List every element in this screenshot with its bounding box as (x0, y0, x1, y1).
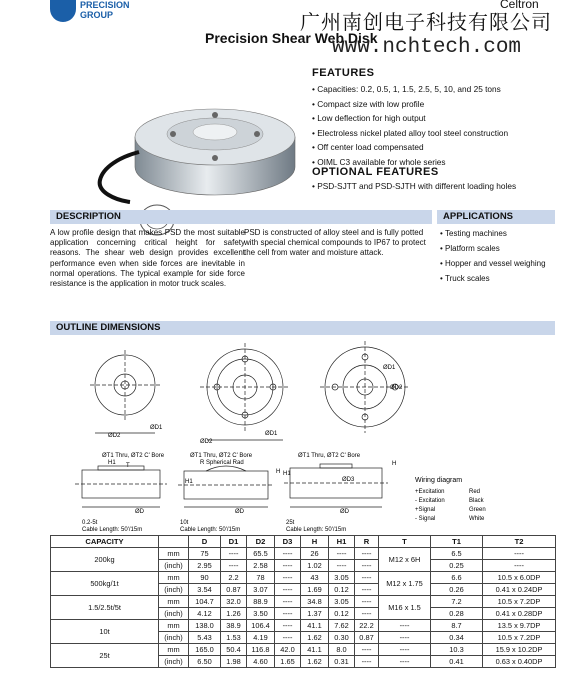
value-cell-r: ---- (355, 596, 379, 608)
feature-item: • Capacities: 0.2, 0.5, 1, 1.5, 2.5, 5, 10, and 25 tons (312, 82, 567, 97)
header-d3: D3 (275, 536, 301, 548)
header-h: H (301, 536, 329, 548)
label-t: T (126, 463, 130, 469)
value-cell-h1: 8.0 (329, 644, 355, 656)
value-cell-r: ---- (355, 644, 379, 656)
value-cell-t2: 15.9 x 10.2DP (483, 644, 556, 656)
chinese-company-name: 广州南创电子科技有限公司 (300, 10, 552, 34)
unit-cell: (inch) (159, 584, 189, 596)
application-item: • Hopper and vessel weighing (440, 259, 555, 269)
value-cell-d1: 1.26 (221, 608, 247, 620)
capacity-cell: 25t (51, 644, 159, 668)
label-t1-bore-2: ØT1 Thru, ØT2 C' Bore (190, 453, 253, 459)
label-d-small: ØD (135, 509, 144, 515)
value-cell-d2: 4.60 (247, 656, 275, 668)
value-cell-d3: 42.0 (275, 644, 301, 656)
value-cell-d3: ---- (275, 548, 301, 560)
unit-cell: mm (159, 572, 189, 584)
label-h1-small: H1 (108, 460, 116, 466)
top-view-small (90, 350, 160, 433)
value-cell-d3: ---- (275, 584, 301, 596)
brand-name: Celtron (500, 0, 539, 11)
value-cell-t2: 10.5 x 7.2DP (483, 632, 556, 644)
value-cell-r: ---- (355, 560, 379, 572)
wiring-color-3: Green (469, 507, 486, 513)
value-cell-h: 43 (301, 572, 329, 584)
unit-cell: mm (159, 644, 189, 656)
value-cell-d: 6.50 (189, 656, 221, 668)
header-d: D (189, 536, 221, 548)
description-heading: DESCRIPTION (50, 210, 432, 224)
value-cell-d1: 0.87 (221, 584, 247, 596)
label-cap-10: 10t (180, 520, 189, 526)
value-cell-d: 3.54 (189, 584, 221, 596)
value-cell-d1: 1.98 (221, 656, 247, 668)
header-t2: T2 (483, 536, 556, 548)
value-cell-d2: 65.5 (247, 548, 275, 560)
value-cell-t: M16 x 1.5 (379, 596, 431, 620)
label-h-medium: H (276, 469, 281, 475)
value-cell-t2: 0.41 x 0.28DP (483, 608, 556, 620)
capacity-cell: 10t (51, 620, 159, 644)
value-cell-h1: 0.12 (329, 584, 355, 596)
value-cell-t1: 6.5 (431, 548, 483, 560)
value-cell-h: 26 (301, 548, 329, 560)
value-cell-r: ---- (355, 608, 379, 620)
value-cell-d1: 2.2 (221, 572, 247, 584)
label-r-rad: R Spherical Rad (200, 460, 244, 466)
value-cell-t1: 0.26 (431, 584, 483, 596)
capacity-cell: 200kg (51, 548, 159, 572)
table-row (51, 596, 556, 608)
value-cell-t2: 0.41 x 0.24DP (483, 584, 556, 596)
label-t1-bore-1: ØT1 Thru, ØT2 C' Bore (102, 453, 165, 459)
value-cell-h: 41.1 (301, 644, 329, 656)
value-cell-d1: ---- (221, 560, 247, 572)
company-logo-icon (50, 0, 76, 22)
value-cell-t2: ---- (483, 560, 556, 572)
value-cell-r: 0.87 (355, 632, 379, 644)
label-d-large: ØD (340, 509, 349, 515)
optional-features-list (312, 181, 572, 191)
value-cell-h1: 0.30 (329, 632, 355, 644)
value-cell-r: ---- (355, 584, 379, 596)
description-paragraph-2: PSD is constructed of alloy steel and is fully potted with special chemical compounds to IP67 to protect the cell from water and moisture attack. (244, 228, 426, 258)
unit-cell: mm (159, 548, 189, 560)
wiring-color-2: Black (469, 498, 484, 504)
header-d1: D1 (221, 536, 247, 548)
feature-item: • Electroless nickel plated alloy tool steel construction (312, 126, 567, 141)
value-cell-d2: 88.9 (247, 596, 275, 608)
value-cell-t2: 0.63 x 0.40DP (483, 656, 556, 668)
value-cell-d2: 3.07 (247, 584, 275, 596)
value-cell-h: 1.02 (301, 560, 329, 572)
feature-item: • Compact size with low profile (312, 97, 567, 112)
value-cell-r: 22.2 (355, 620, 379, 632)
value-cell-t1: 10.3 (431, 644, 483, 656)
value-cell-d: 2.95 (189, 560, 221, 572)
table-row (51, 548, 556, 560)
label-cable-10: Cable Length: 50'/15m (180, 527, 241, 533)
value-cell-d3: ---- (275, 560, 301, 572)
value-cell-r: ---- (355, 572, 379, 584)
label-cap-25: 25t (286, 520, 295, 526)
side-view-shapes (75, 464, 388, 507)
value-cell-d3: ---- (275, 572, 301, 584)
table-row (51, 620, 556, 632)
value-cell-d2: 78 (247, 572, 275, 584)
unit-cell: mm (159, 596, 189, 608)
wiring-color-4: White (469, 516, 485, 522)
applications-heading: APPLICATIONS (437, 210, 555, 224)
application-item: • Testing machines (440, 229, 555, 239)
label-d2-large: ØD2 (390, 385, 403, 391)
value-cell-h: 41.1 (301, 620, 329, 632)
value-cell-t1: 7.2 (431, 596, 483, 608)
value-cell-t1: 8.7 (431, 620, 483, 632)
value-cell-d1: 32.0 (221, 596, 247, 608)
header-capacity: CAPACITY (51, 536, 159, 548)
label-d1-small: ØD1 (150, 425, 163, 431)
wiring-sig-3: +Signal (415, 507, 436, 513)
top-view-medium (200, 343, 290, 440)
value-cell-h: 34.8 (301, 596, 329, 608)
value-cell-d3: ---- (275, 632, 301, 644)
unit-cell: mm (159, 620, 189, 632)
label-cap-small: 0.2-5t (82, 520, 98, 526)
value-cell-d3: 1.65 (275, 656, 301, 668)
outline-drawings (40, 335, 560, 535)
value-cell-d2: 106.4 (247, 620, 275, 632)
wiring-sig-4: - Signal (415, 516, 436, 522)
spec-table (50, 535, 556, 668)
application-item: • Platform scales (440, 244, 555, 254)
value-cell-d: 5.43 (189, 632, 221, 644)
value-cell-d2: 3.50 (247, 608, 275, 620)
header-h1: H1 (329, 536, 355, 548)
value-cell-h1: 0.31 (329, 656, 355, 668)
value-cell-d3: ---- (275, 596, 301, 608)
value-cell-h1: ---- (329, 548, 355, 560)
value-cell-t1: 0.25 (431, 560, 483, 572)
value-cell-t2: ---- (483, 548, 556, 560)
label-d1-large: ØD1 (383, 365, 396, 371)
value-cell-t2: 10.5 x 7.2DP (483, 596, 556, 608)
product-title: Precision Shear Web Disk (205, 30, 378, 46)
label-h1-large: H1 (283, 471, 291, 477)
value-cell-t1: 0.28 (431, 608, 483, 620)
logo-line1: PRECISION (80, 0, 130, 10)
label-t1-bore-3: ØT1 Thru, ØT2 C' Bore (298, 453, 361, 459)
header-r: R (355, 536, 379, 548)
table-header-row (51, 536, 556, 548)
label-d1-medium: ØD1 (265, 431, 278, 437)
value-cell-d3: ---- (275, 620, 301, 632)
value-cell-h1: 0.12 (329, 608, 355, 620)
value-cell-r: ---- (355, 548, 379, 560)
value-cell-d: 75 (189, 548, 221, 560)
header-d2: D2 (247, 536, 275, 548)
value-cell-h: 1.62 (301, 656, 329, 668)
features-heading: FEATURES (312, 67, 375, 79)
feature-item: • OIML C3 available for whole series (312, 155, 567, 170)
value-cell-d2: 2.58 (247, 560, 275, 572)
value-cell-t1: 6.6 (431, 572, 483, 584)
wiring-color-1: Red (469, 489, 481, 495)
value-cell-t: M12 x 1.75 (379, 572, 431, 596)
value-cell-t: M12 x 6H (379, 548, 431, 572)
value-cell-d: 4.12 (189, 608, 221, 620)
feature-item: • Low deflection for high output (312, 111, 567, 126)
table-row (51, 572, 556, 584)
label-d2-medium: ØD2 (200, 439, 213, 445)
company-logo-text (80, 0, 130, 20)
wiring-sig-1: +Excitation (415, 489, 445, 495)
header-t: T (379, 536, 431, 548)
capacity-cell: 1.5/2.5t/5t (51, 596, 159, 620)
wiring-sig-2: - Excitation (415, 498, 445, 504)
unit-cell: (inch) (159, 656, 189, 668)
value-cell-d1: ---- (221, 548, 247, 560)
value-cell-t: ---- (379, 644, 431, 656)
value-cell-h1: ---- (329, 560, 355, 572)
value-cell-h1: 7.62 (329, 620, 355, 632)
header-t1: T1 (431, 536, 483, 548)
value-cell-t2: 10.5 x 6.0DP (483, 572, 556, 584)
header-unit (159, 536, 189, 548)
value-cell-d: 90 (189, 572, 221, 584)
optional-features-heading: OPTIONAL FEATURES (312, 166, 439, 178)
label-d-medium: ØD (235, 509, 244, 515)
label-d3: ØD3 (342, 477, 355, 483)
value-cell-t1: 0.34 (431, 632, 483, 644)
value-cell-d: 104.7 (189, 596, 221, 608)
value-cell-r: ---- (355, 656, 379, 668)
value-cell-h1: 3.05 (329, 596, 355, 608)
value-cell-h: 1.37 (301, 608, 329, 620)
outline-dimensions-heading: OUTLINE DIMENSIONS (50, 321, 555, 335)
website-url[interactable]: www.nchtech.com (332, 36, 522, 59)
wiring-title: Wiring diagram (415, 477, 463, 484)
description-paragraph-1: A low profile design that makes PSD the most suitable application concerning critical height for safety reasons. The shear web design provides excellent performance even when side forces are inevitable in normal operations. The typical example for side force resistance is the application in motor truck scales. (50, 228, 245, 289)
unit-cell: (inch) (159, 560, 189, 572)
value-cell-t1: 0.41 (431, 656, 483, 668)
value-cell-d: 165.0 (189, 644, 221, 656)
value-cell-d2: 116.8 (247, 644, 275, 656)
value-cell-t2: 13.5 x 9.7DP (483, 620, 556, 632)
unit-cell: (inch) (159, 608, 189, 620)
label-h1-medium: H1 (185, 479, 193, 485)
label-d2-small: ØD2 (108, 433, 121, 439)
label-h-large: H (392, 461, 397, 467)
value-cell-t: ---- (379, 620, 431, 632)
label-cable-small: Cable Length: 50'/15m (82, 527, 143, 533)
value-cell-d3: ---- (275, 608, 301, 620)
application-item: • Truck scales (440, 274, 555, 284)
value-cell-h: 1.69 (301, 584, 329, 596)
value-cell-h1: 3.05 (329, 572, 355, 584)
label-cable-25: Cable Length: 50'/15m (286, 527, 347, 533)
optional-feature-item: • PSD-SJTT and PSD-SJTH with different loading holes (312, 181, 572, 191)
value-cell-d1: 1.53 (221, 632, 247, 644)
unit-cell: (inch) (159, 632, 189, 644)
value-cell-h: 1.62 (301, 632, 329, 644)
table-row (51, 644, 556, 656)
value-cell-d1: 38.9 (221, 620, 247, 632)
value-cell-d1: 50.4 (221, 644, 247, 656)
applications-list (440, 229, 555, 289)
logo-line2: GROUP (80, 10, 114, 20)
feature-item: • Off center load compensated (312, 140, 567, 155)
features-list (312, 82, 567, 169)
value-cell-d: 138.0 (189, 620, 221, 632)
value-cell-d2: 4.19 (247, 632, 275, 644)
value-cell-t: ---- (379, 656, 431, 668)
capacity-cell: 500kg/1t (51, 572, 159, 596)
value-cell-t: ---- (379, 632, 431, 644)
